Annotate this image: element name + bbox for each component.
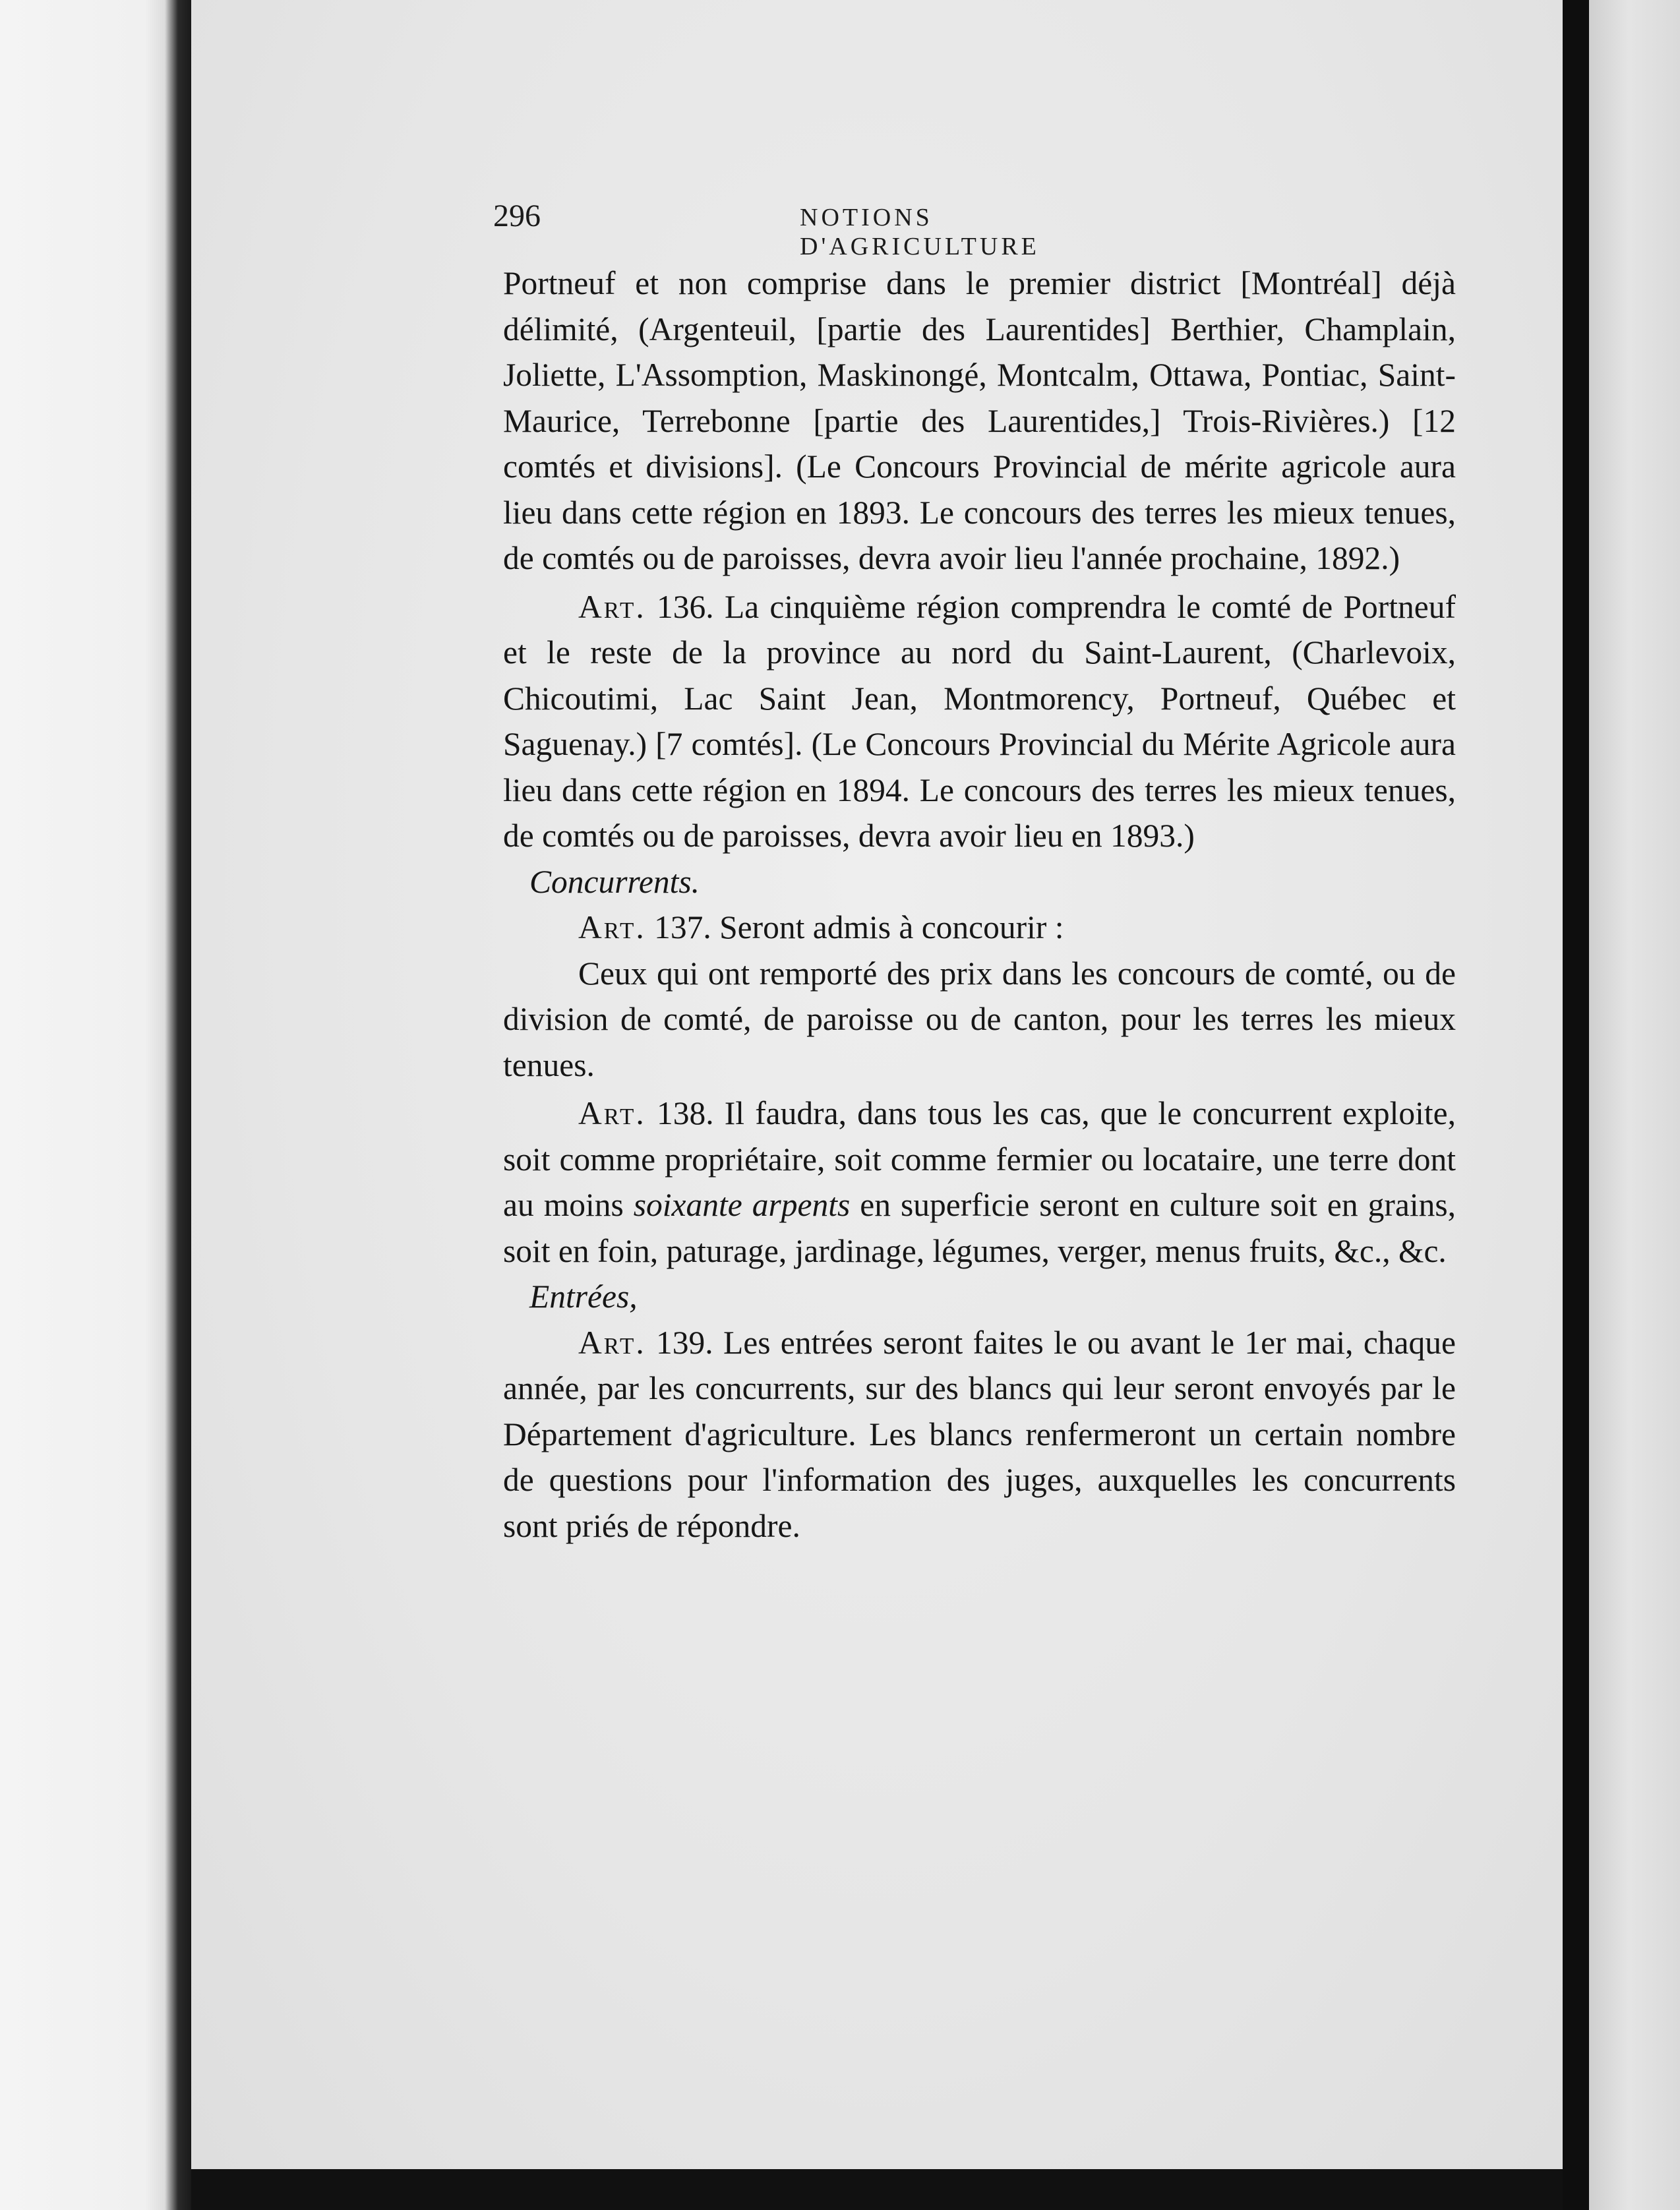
paragraph-eligibility: Ceux qui ont remporté des prix dans les concours de comté, ou de division de comté, de paroisse ou de canton, pour les terres les mieux tenues. xyxy=(503,955,1456,1083)
article-text: 139. Les entrées seront faites le ou avant le 1er mai, chaque année, par les concurrents, sur des blancs qui leur seront envoyés par le Département d'agriculture. Les blancs renfermeront un certain nombre de questions pour l'information des juges, auxquelles les concurrents sont priés de répondre. xyxy=(503,1324,1456,1544)
section-heading-concurrents: Concurrents. xyxy=(529,863,700,900)
article-text: 136. La cinquième région comprendra le comté de Portneuf et le reste de la province au nord du Saint-Laurent, (Charlevoix, Chicoutimi, Lac Saint Jean, Montmorency, Portneuf, Québec et Saguenay.) [7 comtés]. (Le Concours Provincial du Mérite Agricole aura lieu dans cette région en 1894. Le concours des terres les mieux tenues, de comtés ou de paroisses, devra avoir lieu en 1893.) xyxy=(503,588,1456,854)
article-text: 137. Seront admis à concourir : xyxy=(645,909,1064,945)
paragraph-continuation: Portneuf et non comprise dans le premier district [Montréal] déjà délimité, (Argenteuil, [partie des Laurentides] Berthier, Champlain, Joliette, L'Assomption, Maskinongé, Montcalm, Ottawa, Pontiac, Saint-Maurice, Terrebonne [partie des Laurentides,] Trois-Rivières.) [12 comtés et divisions]. (Le Concours Provincial de mérite agricole aura lieu dans cette région en 1893. Le concours des terres les mieux tenues, de comtés ou de paroisses, devra avoir lieu l'année prochaine, 1892.) xyxy=(503,265,1456,576)
emphasis-text: soixante arpents xyxy=(633,1187,851,1223)
scan-bottom-edge xyxy=(191,2169,1563,2210)
section-heading-entrees: Entrées, xyxy=(529,1278,638,1315)
facing-page-edge xyxy=(1589,0,1680,2210)
page-header xyxy=(493,198,1160,260)
scan-left-margin xyxy=(0,0,198,2210)
article-137 xyxy=(503,905,1456,951)
article-139 xyxy=(503,1320,1456,1549)
running-title: NOTIONS D'AGRICULTURE xyxy=(800,204,1040,260)
page-number: 296 xyxy=(493,198,541,233)
article-label: Art. xyxy=(578,1324,646,1361)
article-138 xyxy=(503,1090,1456,1274)
article-label: Art. xyxy=(578,588,646,625)
article-text: 138. Il faudra, dans tous les cas, que le concurrent exploite, soit comme propriétaire, soit comme fermier ou locataire, une terre dont au moins xyxy=(503,1095,1456,1223)
article-136 xyxy=(503,584,1456,859)
article-label: Art. xyxy=(578,909,646,945)
page-body xyxy=(503,260,1456,1549)
article-text: en superficie seront en culture soit en grains, soit en foin, paturage, jardinage, légumes, verger, menus fruits, &c., &c. xyxy=(503,1187,1456,1269)
book-gutter xyxy=(1563,0,1589,2210)
article-label: Art. xyxy=(578,1095,646,1131)
